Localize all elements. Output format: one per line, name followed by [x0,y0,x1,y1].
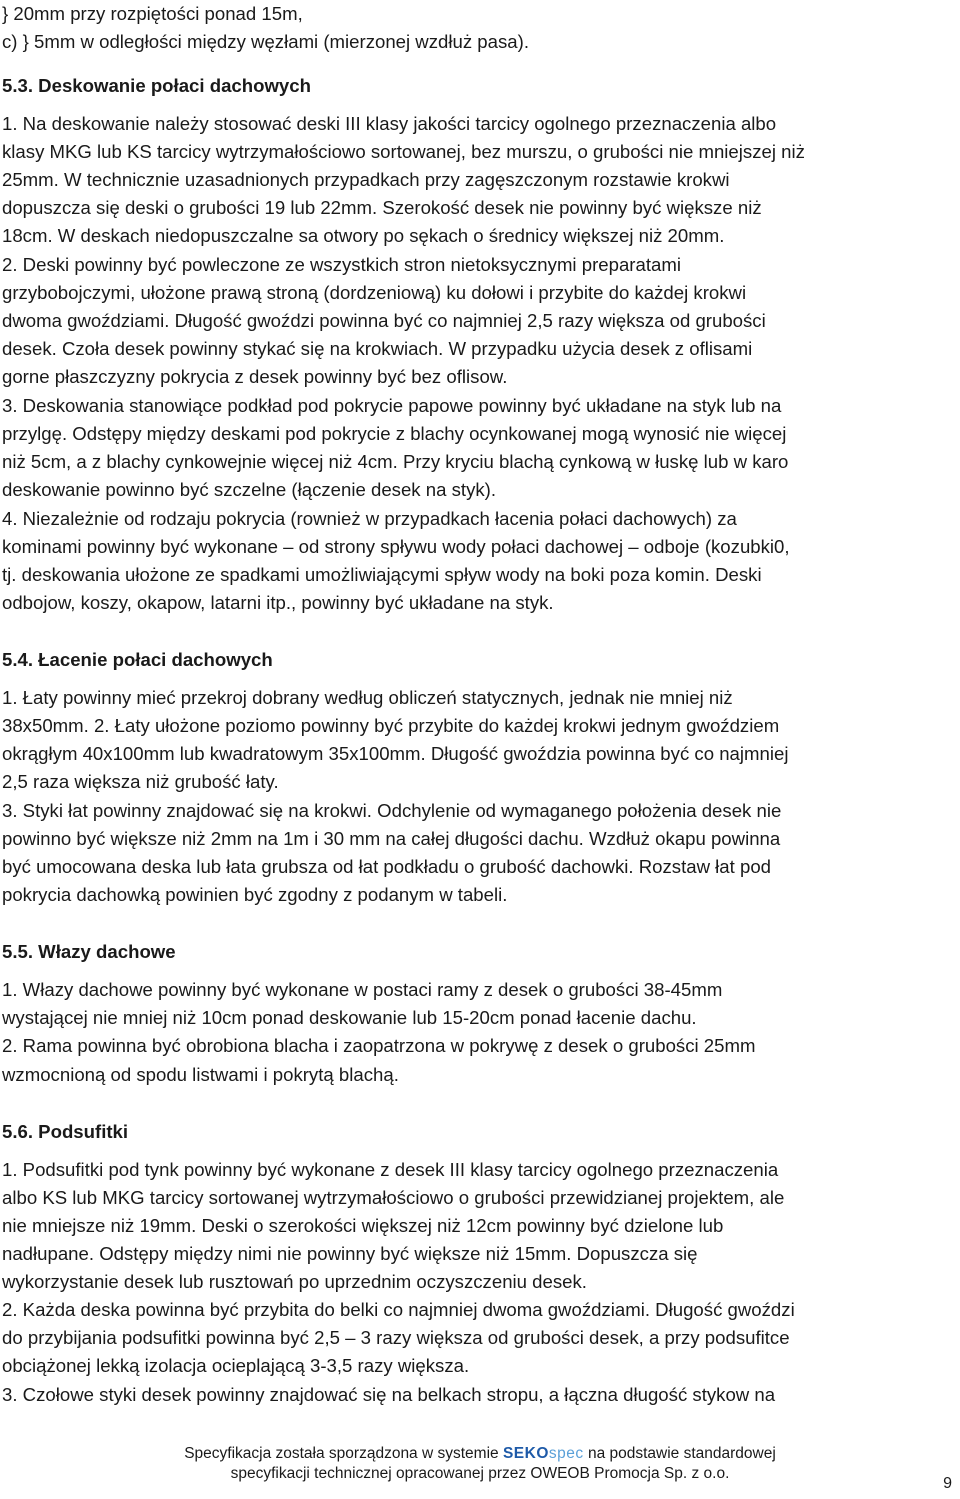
text-line: 1. Włazy dachowe powinny być wykonane w postaci ramy z desek o grubości 38-45mm [2,979,723,1000]
text-line: przylgę. Odstępy między deskami pod pokrycie z blachy ocynkowanej mogą wynosić nie więcej [2,423,787,444]
text-line: 38x50mm. 2. Łaty ułożone poziomo powinny być przybite do każdej krokwi jednym gwoździem [2,715,780,736]
text-line: gorne płaszczyzny pokrycia z desek powinny być bez oflisow. [2,366,508,387]
text-line: kominami powinny być wykonane – od strony spływu wody połaci dachowej – odboje (kozubki0, [2,536,790,557]
page-footer [0,1444,960,1484]
text-line: okrągłym 40x100mm lub kwadratowym 35x100mm. Długość gwoździa powinna być co najmniej [2,743,789,764]
footer-text-before: Specyfikacja została sporządzona w systemie [184,1445,499,1462]
text-line: wystającej nie mniej niż 10cm ponad deskowanie lub 15-20cm ponad łacenie dachu. [2,1007,697,1028]
section-heading: 5.3. Deskowanie połaci dachowych [2,75,311,96]
text-line: 4. Niezależnie od rodzaju pokrycia (rownież w przypadkach łacenia połaci dachowych) za [2,508,737,529]
text-line: 2. Każda deska powinna być przybita do belki co najmniej dwoma gwoździami. Długość gwoździ [2,1299,795,1320]
text-line: dopuszcza się deski o grubości 19 lub 22mm. Szerokość desek nie powinny być większe niż [2,197,762,218]
text-line: nadłupane. Odstępy między nimi nie powinny być większe niż 15mm. Dopuszcza się [2,1243,698,1264]
text-line: 1. Na deskowanie należy stosować deski III klasy jakości tarcicy ogolnego przeznaczenia albo [2,113,777,134]
page-number: 9 [943,1475,952,1492]
text-line: desek. Czoła desek powinny stykać się na krokwiach. W przypadku użycia desek z oflisami [2,338,753,359]
text-line: 2,5 raza większa niż grubość łaty. [2,771,279,792]
text-line: wzmocnioną od spodu listwami i pokrytą blachą. [2,1064,399,1085]
text-line: dwoma gwoździami. Długość gwoździ powinna być co najmniej 2,5 razy większa od grubości [2,310,766,331]
text-line: obciążonej lekką izolacja ocieplającą 3-3,5 razy większa. [2,1355,470,1376]
brand-logo [503,1445,584,1462]
text-line: c) } 5mm w odległości między węzłami (mierzonej wzdłuż pasa). [2,31,529,52]
text-line: klasy MKG lub KS tarcicy wytrzymałościowo sortowanej, bez murszu, o grubości nie mniejszej niż [2,141,805,162]
text-line: } 20mm przy rozpiętości ponad 15m, [2,3,303,24]
text-line: tj. deskowania ułożone ze spadkami umożliwiającymi spływ wody na boki poza komin. Deski [2,564,762,585]
text-line: powinno być większe niż 2mm na 1m i 30 mm na całej długości dachu. Wzdłuż okapu powinna [2,828,781,849]
text-line: pokrycia dachowką powinien być zgodny z podanym w tabeli. [2,884,508,905]
text-line: nie mniejsze niż 19mm. Deski o szerokości większej niż 12cm powinny być dzielone lub [2,1215,724,1236]
text-line: 1. Łaty powinny mieć przekroj dobrany według obliczeń statycznych, jednak nie mniej niż [2,687,733,708]
text-line: odbojow, koszy, okapow, latarni itp., powinny być układane na styk. [2,592,554,613]
text-line: 3. Deskowania stanowiące podkład pod pokrycie papowe powinny być układane na styk lub na [2,395,782,416]
text-line: być umocowana deska lub łata grubsza od łat podkładu o grubość dachowki. Rozstaw łat pod [2,856,771,877]
footer-line-1 [0,1444,960,1464]
text-line: 3. Czołowe styki desek powinny znajdować się na belkach stropu, a łączna długość stykow na [2,1384,776,1405]
text-line: 2. Deski powinny być powleczone ze wszystkich stron nietoksycznymi preparatami [2,254,681,275]
footer-text-after: na podstawie standardowej [587,1445,776,1462]
text-line: deskowanie powinno być szczelne (łączenie desek na styk). [2,479,497,500]
text-line: 3. Styki łat powinny znajdować się na krokwi. Odchylenie od wymaganego położenia desek nie [2,800,782,821]
text-line: albo KS lub MKG tarcicy sortowanej wytrzymałościowo o grubości przewidzianej projektem, ale [2,1187,785,1208]
text-line: do przybijania podsufitki powinna być 2,5 – 3 razy większa od grubości desek, a przy podsufitce [2,1327,790,1348]
text-line: grzybobojczymi, ułożone prawą stroną (dordzeniową) ku dołowi i przybite do każdej krokwi [2,282,747,303]
text-line: niż 5cm, a z blachy cynkowejnie więcej niż 4cm. Przy kryciu blachą cynkową w łuskę lub w karo [2,451,789,472]
brand-part-1: SEKO [502,1445,549,1462]
section-heading: 5.6. Podsufitki [2,1121,129,1142]
brand-part-2: spec [548,1445,584,1462]
text-line: 1. Podsufitki pod tynk powinny być wykonane z desek III klasy tarcicy ogolnego przeznaczenia [2,1159,779,1180]
text-line: 25mm. W technicznie uzasadnionych przypadkach przy zagęszczonym rozstawie krokwi [2,169,730,190]
text-line: 2. Rama powinna być obrobiona blacha i zaopatrzona w pokrywę z desek o grubości 25mm [2,1035,756,1056]
section-heading: 5.5. Włazy dachowe [2,941,176,962]
text-line: 18cm. W deskach niedopuszczalne sa otwory po sękach o średnicy większej niż 20mm. [2,225,725,246]
section-heading: 5.4. Łacenie połaci dachowych [2,649,273,670]
text-line: wykorzystanie desek lub rusztowań po uprzednim oczyszczeniu desek. [2,1271,587,1292]
footer-line-2: specyfikacji technicznej opracowanej przez OWEOB Promocja Sp. z o.o. [230,1465,730,1482]
